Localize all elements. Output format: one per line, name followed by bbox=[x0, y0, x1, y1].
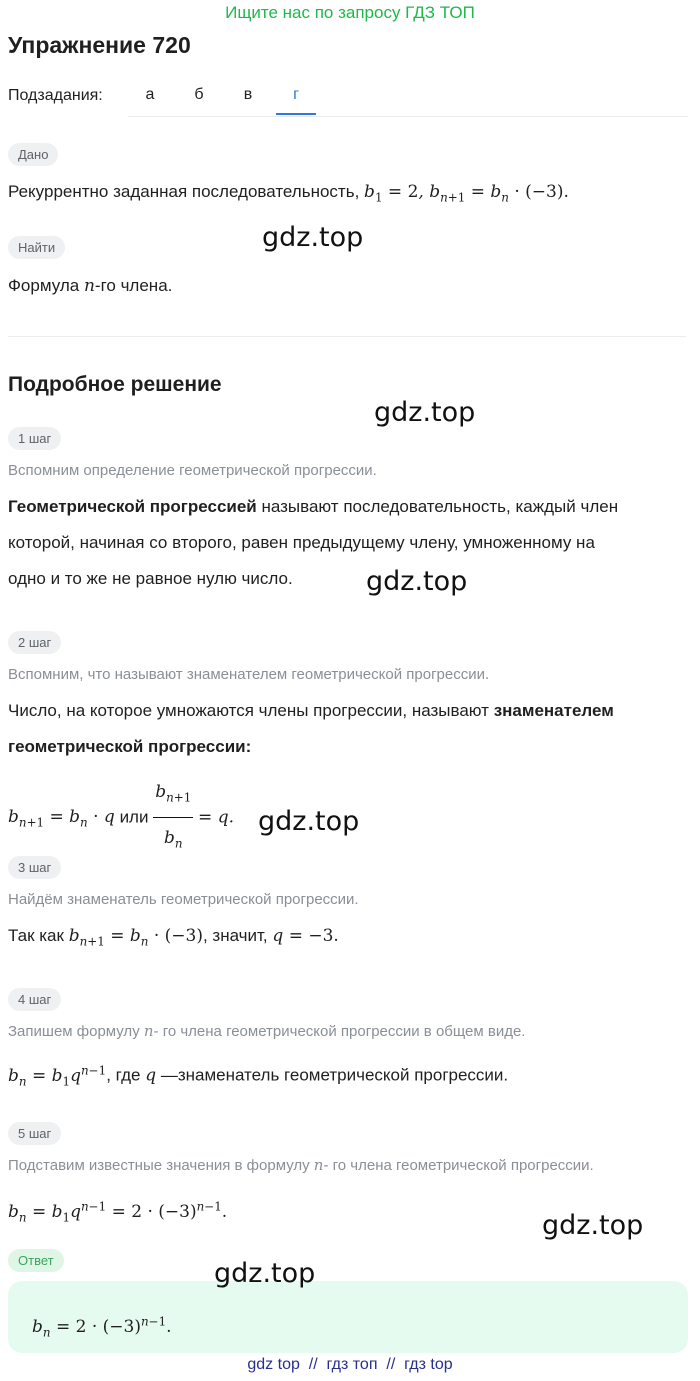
tab-g[interactable]: г bbox=[293, 86, 299, 103]
step3-text-mid: , значит, bbox=[202, 926, 268, 945]
solution-title: Подробное решение bbox=[8, 373, 222, 396]
page-title: Упражнение 720 bbox=[8, 32, 191, 58]
step1-line2: которой, начиная со второго, равен предыдущему члену, умноженному на bbox=[8, 533, 595, 552]
step4-pill: 4 шаг bbox=[8, 988, 61, 1011]
step2-bold1: знаменателем bbox=[493, 701, 614, 720]
step4-hint-before: Запишем формулу bbox=[8, 1023, 140, 1040]
answer-formula-text: $b_n = 2 \cdot (-3)^{n-1}$. bbox=[32, 1314, 172, 1340]
step2-text bbox=[8, 693, 688, 765]
active-tab-underline bbox=[276, 113, 316, 115]
step4-gde: , где bbox=[106, 1065, 141, 1085]
step4-hint-after: - го члена геометрической прогрессии в общем виде. bbox=[153, 1023, 526, 1040]
divider bbox=[8, 336, 686, 337]
step5-pill: 5 шаг bbox=[8, 1122, 61, 1145]
step2-line1: Число, на которое умножаются члены прогрессии, называют bbox=[8, 701, 494, 720]
step3-hint: Найдём знаменатель геометрической прогрессии. bbox=[8, 891, 359, 908]
step1-line3: одно и то же не равное нулю число. bbox=[8, 569, 293, 588]
step3-q: q = −3. bbox=[272, 926, 339, 946]
subtasks-label: Подзадания: bbox=[8, 87, 103, 104]
step3-text bbox=[8, 918, 339, 959]
watermark: gdz.top bbox=[374, 397, 476, 428]
watermark: gdz.top bbox=[366, 566, 468, 597]
tab-v[interactable]: в bbox=[243, 86, 253, 103]
step5-hint-var: n bbox=[313, 1156, 324, 1174]
step2-formula-q: = q. bbox=[198, 807, 234, 828]
step2-fraction: $\frac{b_{n+1}}{b_n}$ bbox=[153, 772, 193, 864]
step4-text bbox=[8, 1052, 508, 1099]
step5-hint-before: Подставим известные значения в формулу bbox=[8, 1157, 310, 1174]
step5-formula-text: $b_n = b_1q^{n-1} = 2 \cdot (-3)^{n-1}$. bbox=[8, 1199, 228, 1225]
step2-or: или bbox=[119, 807, 149, 827]
step4-text-after: —знаменатель геометрической прогрессии. bbox=[160, 1065, 509, 1085]
step2-formula bbox=[8, 772, 234, 864]
find-var: n bbox=[83, 276, 95, 296]
given-formula: $b_1 = 2$, $b_{n+1} = b_n \cdot (-3)$. bbox=[364, 182, 569, 205]
top-banner: Ищите нас по запросу ГДЗ ТОП bbox=[225, 3, 475, 22]
subtasks-tabs bbox=[128, 76, 688, 117]
step3-formula: $b_{n+1} = b_n \cdot (-3)$ bbox=[68, 926, 203, 949]
given-label: Рекуррентно заданная последовательность, bbox=[8, 182, 360, 201]
watermark: gdz.top bbox=[258, 806, 360, 837]
step4-hint bbox=[8, 1022, 525, 1040]
step5-formula bbox=[8, 1188, 227, 1235]
step4-q: q bbox=[145, 1065, 157, 1086]
given-pill: Дано bbox=[8, 143, 58, 166]
step4-hint-var: n bbox=[143, 1022, 154, 1040]
step1-pill: 1 шаг bbox=[8, 427, 61, 450]
find-text-after: -го члена. bbox=[94, 276, 173, 295]
step1-hint: Вспомним определение геометрической прогрессии. bbox=[8, 462, 377, 479]
step1-bold: Геометрической прогрессией bbox=[8, 497, 257, 516]
step3-text-before: Так как bbox=[8, 926, 64, 945]
watermark: gdz.top bbox=[542, 1210, 644, 1241]
find-text bbox=[8, 268, 172, 304]
tab-a[interactable]: а bbox=[145, 86, 155, 103]
step2-bold2: геометрической прогрессии: bbox=[8, 737, 252, 756]
step2-hint: Вспомним, что называют знаменателем геометрической прогрессии. bbox=[8, 666, 490, 683]
tab-b[interactable]: б bbox=[194, 86, 204, 103]
find-pill: Найти bbox=[8, 236, 65, 259]
step2-formula-main: $b_{n+1} = b_n \cdot q$ bbox=[8, 807, 115, 830]
given-text bbox=[8, 174, 569, 215]
step3-pill: 3 шаг bbox=[8, 856, 61, 879]
answer-formula bbox=[32, 1303, 172, 1350]
footer-links[interactable]: gdz top // гдз топ // гдз top bbox=[247, 1356, 453, 1373]
step2-pill: 2 шаг bbox=[8, 631, 61, 654]
step1-line1: называют последовательность, каждый член bbox=[256, 497, 619, 516]
watermark: gdz.top bbox=[262, 222, 364, 253]
find-text-before: Формула bbox=[8, 276, 80, 295]
step5-hint-after: - го члена геометрической прогрессии. bbox=[323, 1157, 594, 1174]
step1-text bbox=[8, 489, 688, 597]
watermark: gdz.top bbox=[214, 1258, 316, 1289]
step5-hint bbox=[8, 1156, 594, 1174]
step4-formula: $b_n = b_1q^{n-1}$ bbox=[8, 1063, 107, 1089]
answer-pill: Ответ bbox=[8, 1249, 64, 1272]
